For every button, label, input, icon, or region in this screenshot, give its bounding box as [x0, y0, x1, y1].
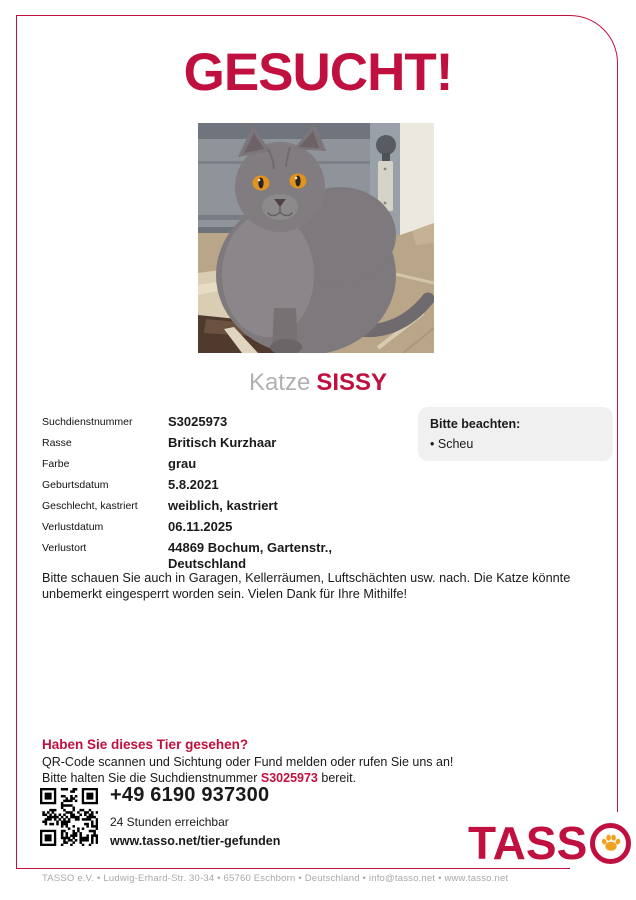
detail-value: 06.11.2025 — [168, 519, 233, 534]
paw-icon — [600, 832, 622, 854]
phone-number: +49 6190 937300 — [110, 784, 270, 806]
tasso-logo-text: TASS — [468, 817, 588, 869]
notice-item: • Scheu — [430, 437, 601, 451]
qr-code — [40, 788, 98, 846]
contact-line-2: Bitte halten Sie die Suchdienstnummer S3025973 bereit. — [42, 770, 357, 785]
detail-label: Verlustdatum — [42, 521, 104, 533]
detail-value: S3025973 — [168, 414, 228, 429]
contact-lines — [42, 755, 453, 786]
detail-value: grau — [168, 456, 197, 471]
notice-title: Bitte beachten: — [430, 417, 521, 431]
detail-label: Suchdienstnummer — [42, 416, 133, 428]
tasso-logo-o-ring — [590, 823, 631, 864]
detail-label: Rasse — [42, 437, 72, 449]
detail-label: Verlustort — [42, 542, 87, 554]
detail-value: 44869 Bochum, Gartenstr., Deutschland — [168, 540, 333, 571]
footer-address: TASSO e.V. • Ludwig-Erhard-Str. 30-34 • 65760 Eschborn • Deutschland • info@tasso.net • www.tasso.net — [42, 873, 509, 884]
search-number-highlight: S3025973 — [260, 770, 318, 785]
detail-label: Geburtsdatum — [42, 479, 109, 491]
contact-phone-block — [110, 784, 280, 848]
detail-value: weiblich, kastriert — [168, 498, 278, 513]
note-paragraph: Bitte schauen Sie auch in Garagen, Kellerräumen, Luftschächten usw. nach. Die Katze könnte unbemerkt eingesperrt worden sein. Vielen Dank für Ihre Mithilfe! — [42, 571, 571, 602]
poster-title: GESUCHT! — [183, 43, 453, 102]
cat-photo-illustration — [198, 123, 434, 353]
contact-heading: Haben Sie dieses Tier gesehen? — [42, 737, 249, 752]
detail-value: Britisch Kurzhaar — [168, 435, 277, 450]
pet-type-label: Katze — [248, 369, 311, 396]
pet-name-line — [0, 369, 636, 397]
details-table — [42, 414, 403, 572]
report-url: www.tasso.net/tier-gefunden — [110, 834, 281, 848]
pet-photo — [198, 123, 434, 353]
detail-label: Geschlecht, kastriert — [42, 500, 138, 512]
pet-name: SISSY — [316, 369, 388, 396]
detail-value: 5.8.2021 — [168, 477, 219, 492]
notice-box — [418, 407, 613, 461]
availability-text: 24 Stunden erreichbar — [110, 815, 229, 829]
detail-label: Farbe — [42, 458, 70, 470]
contact-line-1: QR-Code scannen und Sichtung oder Fund melden oder rufen Sie uns an! — [42, 755, 454, 769]
tasso-logo — [468, 817, 631, 869]
